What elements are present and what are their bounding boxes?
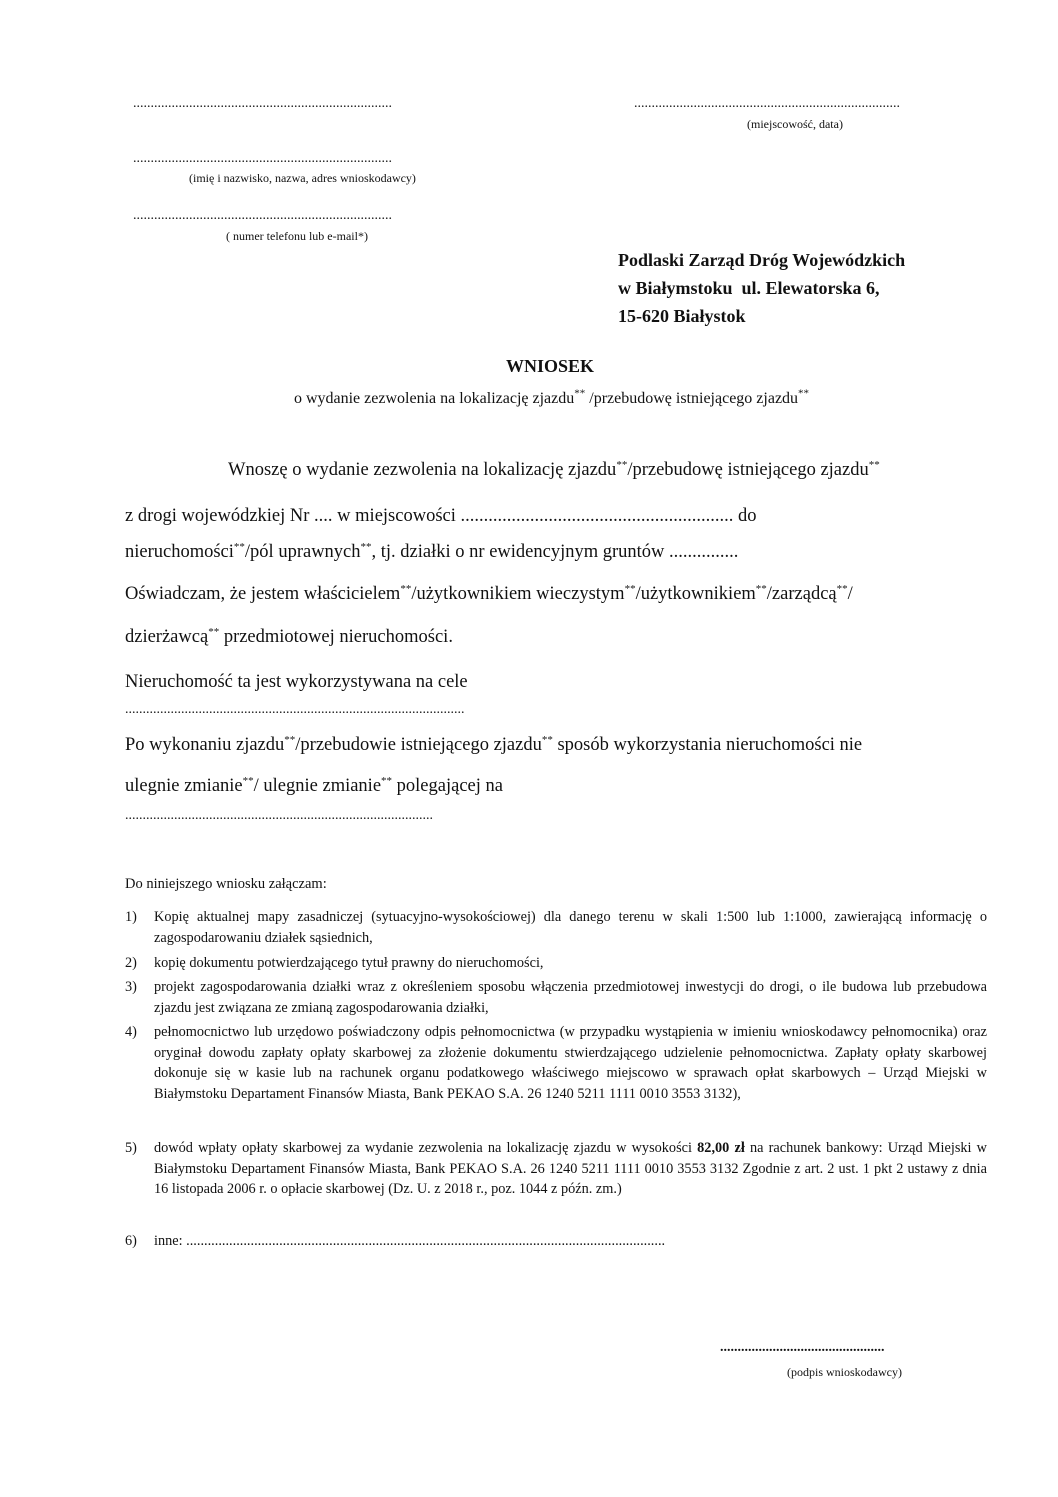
attachment-item-6: 6) inne: ...................................................................................................................................... (125, 1233, 666, 1249)
phone-caption: ( numer telefonu lub e-mail*) (226, 229, 368, 243)
attachment-item-5: 5) dowód wpłaty opłaty skarbowej za wydanie zezwolenia na lokalizację zjazdu w wysokości 82,00 zł na rachunek bankowy: Urząd Miejski w Białymstoku Departament Finansów Miasta, Bank PEKAO S.A. 26 1240 5211 1111 0010 3553 3132 Zgodnie z art. 2 ust. 1 pkt 2 ustawy z dnia 16 listopada 2006 r. o opłacie skarbowej (Dz. U. z 2018 r., poz. 1044 z późn. zm.) (125, 1140, 987, 1197)
paragraph-change: ulegnie zmianie**/ ulegnie zmianie** polegającej na (125, 774, 503, 796)
paragraph-purpose: Nieruchomość ta jest wykorzystywana na cele (125, 672, 468, 692)
address-caption: (imię i nazwisko, nazwa, adres wnioskodawcy) (189, 171, 416, 185)
recipient-line-3: 15-620 Białystok (618, 306, 746, 326)
signature-dots: ............................................... (720, 1340, 885, 1355)
fee-amount: 82,00 zł (697, 1140, 745, 1156)
paragraph-declaration: Oświadczam, że jestem właścicielem**/użytkownikiem wieczystym**/użytkownikiem**/zarządcą**/ (125, 582, 853, 604)
document-subtitle: o wydanie zezwolenia na lokalizację zjazdu** /przebudowę istniejącego zjazdu** (293, 387, 810, 407)
phone-dots: .......................................................................... (133, 208, 392, 223)
paragraph-request: Wnoszę o wydanie zezwolenia na lokalizację zjazdu**/przebudowę istniejącego zjazdu** (228, 458, 880, 480)
attachments-intro: Do niniejszego wniosku załączam: (125, 876, 327, 892)
recipient-address (618, 246, 905, 330)
date-caption: (miejscowość, data) (747, 117, 843, 131)
paragraph-lease: dzierżawcą** przedmiotowej nieruchomości. (125, 625, 453, 647)
footnote-mark: ** (574, 387, 586, 400)
paragraph-road-number: z drogi wojewódzkiej Nr .... w miejscowości ........................................................... do (125, 506, 757, 526)
change-dots: ........................................................................................ (125, 808, 433, 823)
paragraph-property: nieruchomości**/pól uprawnych**, tj. działki o nr ewidencyjnym gruntów ............... (125, 540, 739, 562)
footnote-mark: ** (798, 387, 810, 400)
address-dots: .......................................................................... (133, 151, 392, 166)
date-dots: ............................................................................ (634, 96, 900, 111)
recipient-line-2: w Białymstoku ul. Elewatorska 6, (618, 278, 880, 298)
paragraph-after-works: Po wykonaniu zjazdu**/przebudowie istniejącego zjazdu** sposób wykorzystania nieruchomości nie (125, 733, 863, 755)
recipient-line-1: Podlaski Zarząd Dróg Wojewódzkich (618, 250, 906, 270)
document-title: WNIOSEK (505, 356, 595, 376)
attachment-item-2: 2) kopię dokumentu potwierdzającego tytuł prawny do nieruchomości, (125, 955, 544, 971)
name-dots: .......................................................................... (133, 96, 392, 111)
purpose-dots: ................................................................................................. (125, 702, 465, 717)
attachment-item-1: 1) Kopię aktualnej mapy zasadniczej (sytuacyjno-wysokościowej) dla danego terenu w skali 1:500 lub 1:1000, zawierającą informację o zagospodarowaniu działek sąsiednich, (125, 909, 987, 946)
attachment-item-3: 3) projekt zagospodarowania działki wraz z określeniem sposobu włączenia przedmiotowej inwestycji do drogi, o ile budowa lub przebudowa zjazdu jest związana ze zmianą zagospodarowania działki, (125, 979, 987, 1016)
attachment-item-4: 4) pełnomocnictwo lub urzędowo poświadczony odpis pełnomocnictwa (w przypadku wystąpienia w imieniu wnioskodawcy pełnomocnika) oraz oryginał dowodu zapłaty opłaty skarbowej za złożenie dokumentu stwierdzającego udzielenie pełnomocnictwa. Zapłaty opłaty skarbowej dokonuje się w kasie lub na rachunek organu podatkowego właściwego miejscowo w sprawach opłat skarbowych – Urząd Miejski w Białymstoku Departament Finansów Miasta, Bank PEKAO S.A. 26 1240 5211 1111 0010 3553 3132), (125, 1024, 987, 1102)
signature-caption: (podpis wnioskodawcy) (787, 1365, 902, 1379)
